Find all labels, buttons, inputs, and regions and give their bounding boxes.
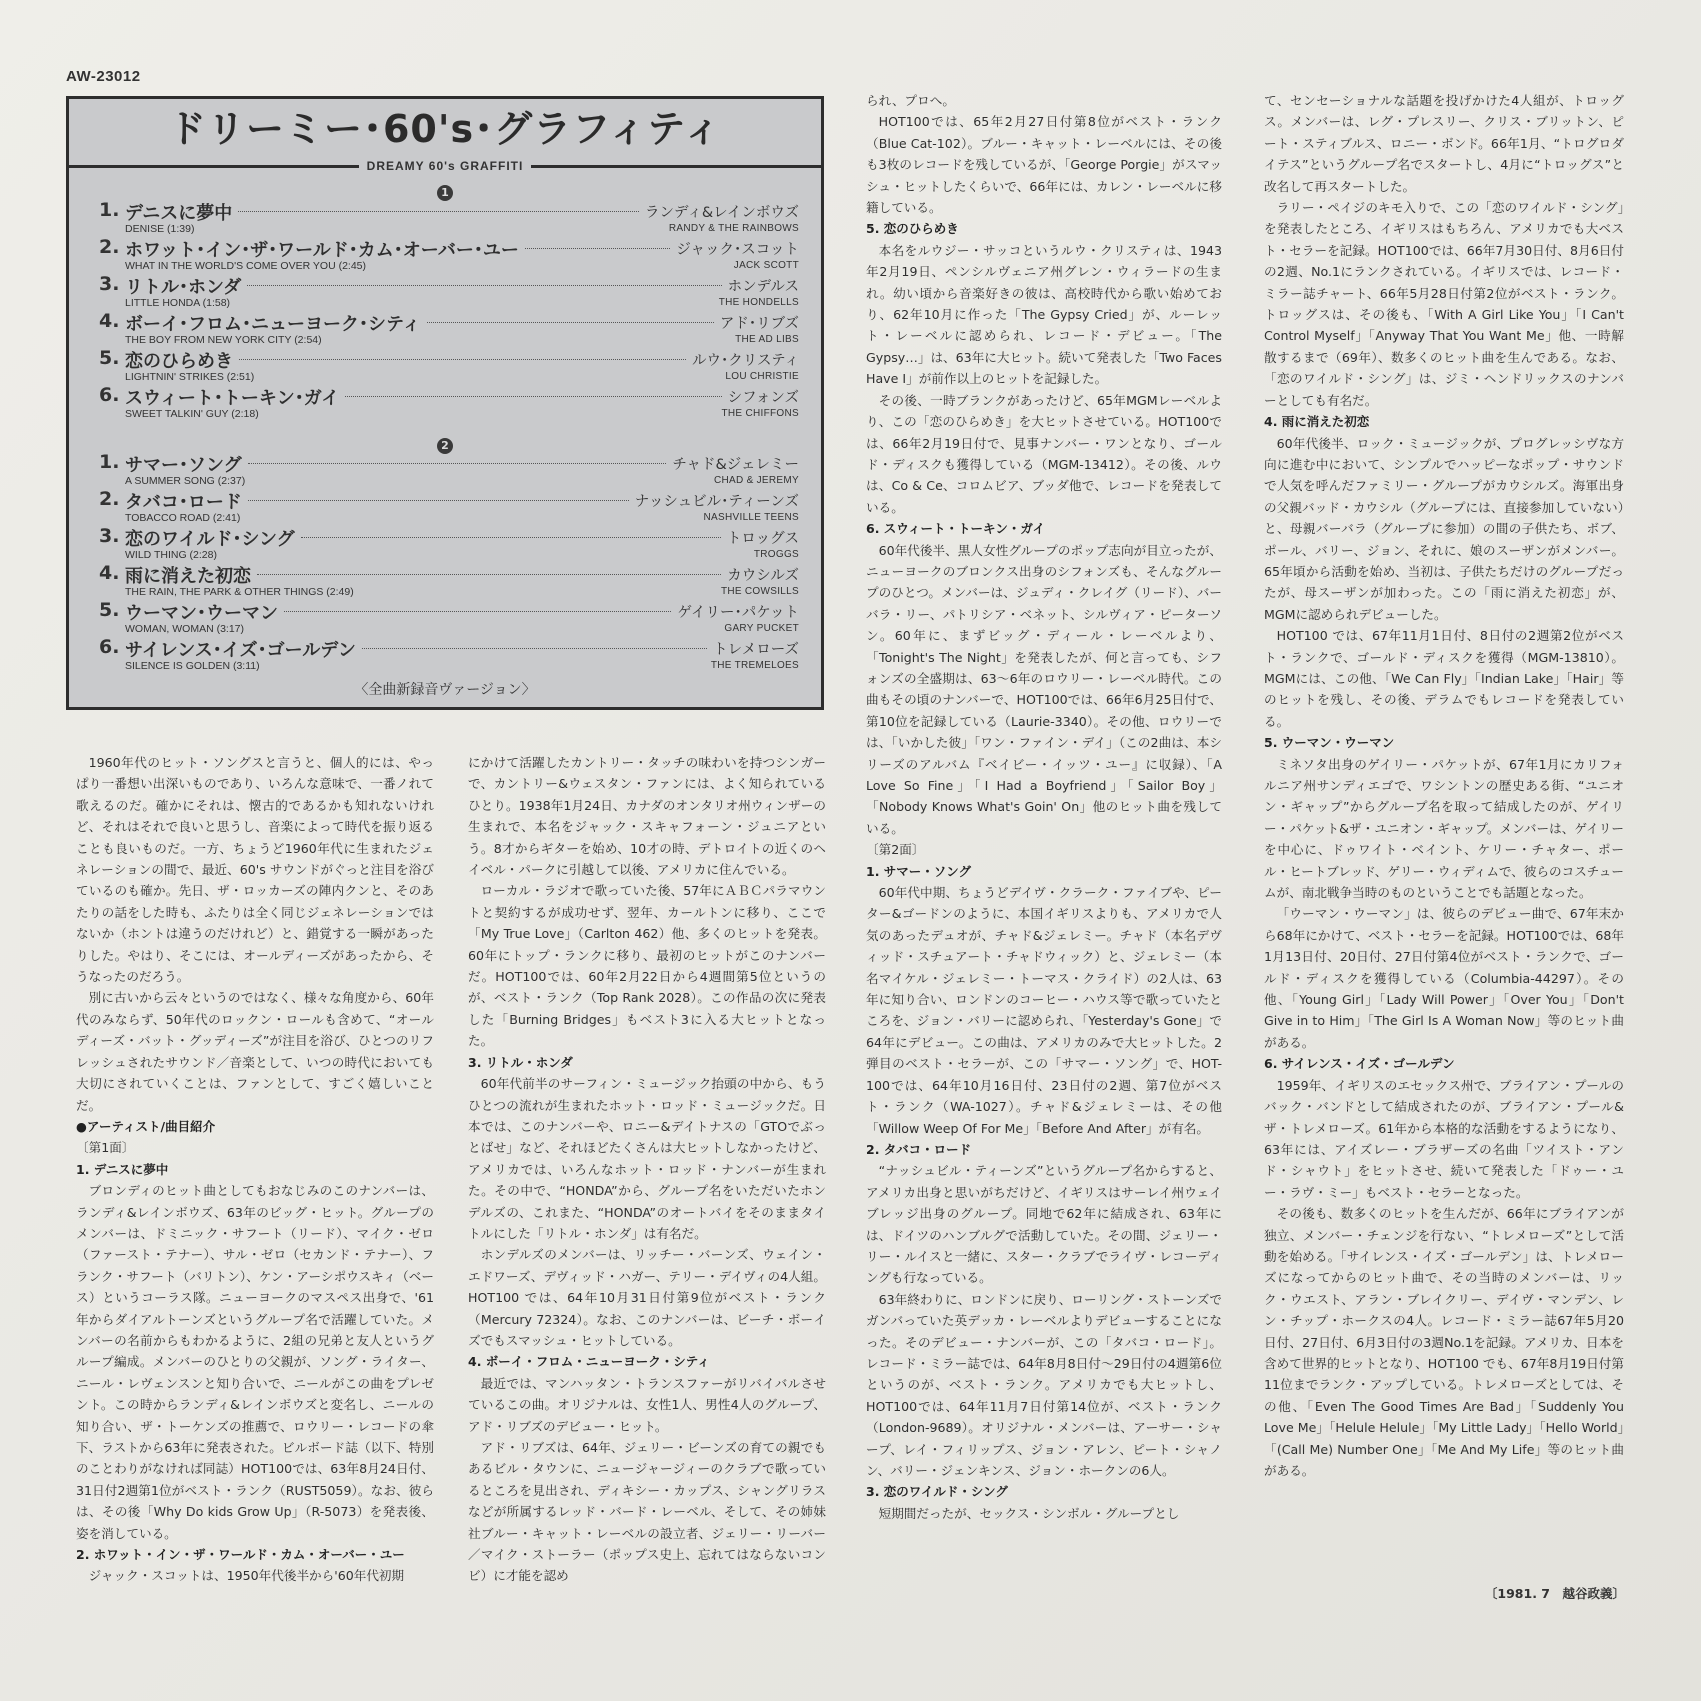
track-number: 4. <box>99 310 120 332</box>
track-note-heading: 2. タバコ・ロード <box>866 1141 972 1157</box>
track-artist: シフォンズ <box>727 390 799 406</box>
track-title: タバコ･ロード <box>125 492 242 513</box>
side-1-number: 1 <box>437 185 453 201</box>
note-paragraph: 1959年、イギリスのエセックス州で、ブライアン・プールのバック・バンドとして結成されたのが、ブライアン・プール&ザ・トレメローズ。61年から本格的な活動をするようになり、63年には、アイズレー・ブラザーズの名曲「ツイスト・アンド・シャウト」をヒットさせ、続いて発表した「ドゥー・ユー・ラヴ・ミー」もベスト・セラーとなった。 <box>1264 1077 1624 1200</box>
note-paragraph: ローカル・ラジオで歌っていた後、57年にＡＢＣパラマウントと契約するが成功せず、翌年、カールトンに移り、ここで「My True Love」（Carlton 462）他、多くのヒットを発表。60年にトップ・ランクに移り、最初のヒットがこのナンバーだ。HOT100では、60年2月22日から4週間第5位というのが、ベスト・ランク（Top Rank 2028）。この作品の次に発表した「Burning Bridges」もベスト3に入る大ヒットとなった。 <box>468 883 826 1049</box>
track-row <box>99 384 799 422</box>
track-note-heading: 2. ホワット・イン・ザ・ワールド・カム・オーバー・ユー <box>76 1547 405 1563</box>
note-paragraph: “ナッシュビル・ティーンズ”というグループ名からすると、アメリカ出身と思いがちだけど、イギリスはサーレイ州ウェイブレッジ出身のグループ。同地で62年に結成され、63年には、ドイツのハンブルグで活動していた。その間、ジェリー・リー・ルイスと一緒に、スター・クラブでライヴ・レコーディングも行なっている。 <box>866 1163 1222 1286</box>
track-row <box>99 562 799 600</box>
side-2-number: 2 <box>437 438 453 454</box>
track-note-heading: 5. 恋のひらめき <box>866 221 959 237</box>
subtitle-row <box>69 155 821 174</box>
note-paragraph: HOT100では、65年2月27日付第8位がベスト・ランク（Blue Cat-102）。ブルー・キャット・レーベルには、その後も3枚のレコードを残しているが、「George Porgie」がスマッシュ・ヒットしたくらいで、66年には、カレン・レーベルに移籍している。 <box>866 114 1222 216</box>
album-title-en: DREAMY 60's GRAFFITI <box>359 159 532 173</box>
tracklist-box <box>66 96 824 710</box>
track-row <box>99 636 799 674</box>
track-title: 恋のワイルド･シング <box>125 529 295 550</box>
leader-dots <box>248 500 629 501</box>
track-artist: ランディ&レインボウズ <box>645 205 799 221</box>
track-artist-en: TROGGS <box>753 549 799 560</box>
track-row <box>99 451 799 489</box>
leader-dots <box>238 211 639 212</box>
note-paragraph: 60年代中期、ちょうどデイヴ・クラーク・ファイブや、ピーター&ゴードンのように、本国イギリスよりも、アメリカで人気のあったデュオが、チャド&ジェレミー。チャド（本名デヴィッド・スチュアート・チャドウィック）と、ジェレミー（本名マイケル・ジェレミー・トーマス・クライド）の2人は、63年に知り合い、ロンドンのコーヒー・ハウス等で歌っていたところを、ジョン・バリーに認められ、「Yesterday's Gone」で64年にデビュー。この曲は、アメリカのみで大ヒットした。2弾目のベスト・セラーが、この「サマー・ソング」で、HOT-100では、64年10月16日付、23日付の2週、第7位がベスト・ランク（WA-1027）。チャド&ジェレミーは、その他「Willow Weep Of For Me」「Before And After」が有名。 <box>866 885 1222 1136</box>
track-title-en: A SUMMER SONG (2:37) <box>125 475 246 487</box>
track-title: デニスに夢中 <box>125 203 233 224</box>
track-artist: トロッグス <box>726 531 799 547</box>
side-heading: 〔第2面〕 <box>866 842 925 858</box>
track-note-heading: 3. リトル・ホンダ <box>468 1054 573 1070</box>
writer-credit: 〔1981. 7 越谷政義〕 <box>1484 1586 1625 1601</box>
side-1-marker <box>69 181 821 201</box>
track-row <box>99 310 799 348</box>
section-heading: ●アーティスト/曲目紹介 <box>76 1118 216 1134</box>
track-artist: トレメローズ <box>713 642 799 658</box>
track-number: 2. <box>99 488 120 510</box>
track-number: 1. <box>99 199 120 221</box>
leader-dots <box>345 396 722 397</box>
catalog-number: AW-23012 <box>66 68 141 85</box>
track-title: ウーマン･ウーマン <box>125 603 278 624</box>
notes-column-1 <box>76 752 434 1587</box>
track-artist-en: THE AD LIBS <box>735 334 799 345</box>
track-title-en: THE BOY FROM NEW YORK CITY (2:54) <box>125 334 322 346</box>
note-paragraph: られ、プロへ。 <box>866 93 955 108</box>
track-artist-en: RANDY & THE RAINBOWS <box>668 223 799 234</box>
track-row <box>99 599 799 637</box>
track-artist: チャド&ジェレミー <box>672 457 799 473</box>
track-title: ボーイ･フロム･ニューヨーク･シティ <box>125 314 421 335</box>
track-artist: カウシルズ <box>727 568 799 584</box>
track-title-en: TOBACCO ROAD (2:41) <box>125 512 241 524</box>
note-paragraph: 「ウーマン・ウーマン」は、彼らのデビュー曲で、67年末から68年にかけて、ベスト・セラーを記録。HOT100では、68年1月13日付、20日付、27日付第4位がベスト・ランクで、ゴールド・ディスクを獲得している（Columbia-44297）。その他、「Young Girl」「Lady Will Power」「Over You」「Don't Give in to Him」「The Girl Is A Woman Now」等のヒット曲がある。 <box>1264 906 1624 1050</box>
track-note-heading: 1. デニスに夢中 <box>76 1161 169 1177</box>
track-number: 3. <box>99 525 120 547</box>
note-paragraph: 最近では、マンハッタン・トランスファーがリバイバルさせているこの曲。オリジナルは、女性1人、男性4人のグループ、アド・リブズのデビュー・ヒット。 <box>468 1375 826 1434</box>
track-title: 恋のひらめき <box>125 351 233 372</box>
leader-dots <box>247 285 722 286</box>
note-paragraph: 60年代後半、ロック・ミュージックが、プログレッシヴな方向に進む中において、シンプルでハッピーなポップ・サウンドで人気を呼んだファミリー・グループがカウシルズ。海軍出身の父親バッド・カウシル（グループには、直接参加していない）と、母親バーバラ（グループに参加）の間の子供たち、ボブ、ポール、バリー、ジョン、それに、娘のスーザンがメンバー。65年頃から活動を始め、当初は、子供たちだけのグループだったが、母スーザンが加わった。この「雨に消えた初恋」が、MGMに認められデビューした。 <box>1264 435 1624 622</box>
track-title-en: THE RAIN, THE PARK & OTHER THINGS (2:49) <box>125 586 354 598</box>
note-paragraph: アド・リブズは、64年、ジェリー・ビーンズの育ての親でもあるビル・タウンに、ニュージャージィーのクラブで歌っているところを見出され、ディキシー・カップス、シャングリラスなどが所属するレッド・バード・レーベル、そして、その姉妹社ブルー・キャット・レーベルの設立者、ジェリー・リーバー／マイク・ストーラー（ポップス史上、忘れてはならないコンビ）に才能を認め <box>468 1440 826 1584</box>
track-title-en: WOMAN, WOMAN (3:17) <box>125 623 245 635</box>
track-row <box>99 236 799 274</box>
track-note-heading: 1. サマー・ソング <box>866 863 972 879</box>
track-number: 1. <box>99 451 120 473</box>
track-title-en: LIGHTNIN' STRIKES (2:51) <box>125 371 255 383</box>
track-title-en: SWEET TALKIN' GUY (2:18) <box>125 408 259 420</box>
note-paragraph: 60年代後半、黒人女性グループのポップ志向が目立ったが、ニューヨークのブロンクス出身のシフォンズも、そんなグループのひとつ。メンバーは、ジュディ・クレイグ（リード）、バーバラ・リー、パトリシア・ベネット、シルヴィア・ピーターソン。60年に、まずビッグ・ディール・レーベルより、「Tonight's The Night」を発表したが、何と言っても、シフォンズの全盛期は、63〜6年のロウリー・レーベル時代。この曲もその頃のナンバーで、HOT100では、66年6月25日付で、第10位を記録している（Laurie-3340）。その他、ロウリーでは、「いかした彼」「ワン・ファイン・デイ」（この2曲は、本シリーズのアルバム『ベイビー・イッツ・ユー』に収録）、「A Love So Fine」「I Had a Boyfriend」「Sailor Boy」「Nobody Knows What's Goin' On」他のヒット曲を残している。 <box>866 542 1222 836</box>
track-artist-en: LOU CHRISTIE <box>725 371 799 382</box>
track-artist: ジャック･スコット <box>676 242 799 258</box>
track-title: 雨に消えた初恋 <box>125 566 251 587</box>
track-title: サイレンス･イズ･ゴールデン <box>125 640 356 661</box>
note-paragraph: ラリー・ペイジのキモ入りで、この「恋のワイルド・シング」を発表したところ、イギリスはもちろん、アメリカでも大ベスト・セラーを記録。HOT100では、66年7月30日付、8月6日付の2週、No.1にランクされている。イギリスでは、レコード・ミラー誌チャート、66年5月28日付第2位がベスト・ランク。トロッグスは、その後も、「With A Girl Like You」「I Can't Control Myself」「Anyway That You Want Me」他、一時解散するまで（69年）、数多くのヒット曲を生んである。なお、「恋のワイルド・シング」は、ジミ・ヘンドリックスのナンバーとしても有名だ。 <box>1264 200 1624 408</box>
track-artist-en: THE CHIFFONS <box>721 408 799 419</box>
track-number: 6. <box>99 384 120 406</box>
notes-column-3 <box>866 90 1222 1524</box>
note-paragraph: HOT100 では、67年11月1日付、8日付の2週第2位がベスト・ランクで、ゴールド・ディスクを獲得（MGM-13810）。MGMには、この他、「We Can Fly」「Indian Lake」「Hair」等のヒットを残し、その後、デラムでもレコードを発表している。 <box>1264 628 1624 729</box>
leader-dots <box>257 574 721 575</box>
track-row <box>99 199 799 237</box>
note-paragraph: 本名をルウジー・サッコというルウ・クリスティは、1943年2月19日、ペンシルヴェニア州グレン・ウィラードの生まれ。幼い頃から音楽好きの彼は、高校時代から歌い始めており、62年10月に作った「The Gypsy Cried」が、ルーレット・レーベルに認められ、レコード・デビュー。「The Gypsy…」は、63年に大ヒット。続いて発表した「Two Faces Have I」が前作以上のヒットを記録した。 <box>866 242 1222 387</box>
track-row <box>99 347 799 385</box>
leader-dots <box>427 322 714 323</box>
leader-dots <box>525 248 670 249</box>
track-row <box>99 273 799 311</box>
track-artist: ゲイリー･パケット <box>677 605 799 621</box>
track-note-heading: 5. ウーマン・ウーマン <box>1264 735 1395 751</box>
track-title: スウィート･トーキン･ガイ <box>125 388 340 409</box>
track-note-heading: 4. ボーイ・フロム・ニューヨーク・シティ <box>468 1354 710 1370</box>
track-number: 3. <box>99 273 120 295</box>
track-artist-en: THE HONDELLS <box>718 297 799 308</box>
notes-column-2 <box>468 752 826 1587</box>
track-number: 5. <box>99 599 120 621</box>
intro-paragraph: 別に古いから云々というのではなく、様々な角度から、60年代のみならず、50年代のロックン・ロールも含めて、“オールディーズ・バット・グッディーズ”が注目を浴び、ひとつのリフレッシュされたサウンド／音楽として、いつの時代においても大切にされていくことは、ファンとして、すごく嬉しいことだ。 <box>76 990 434 1113</box>
leader-dots <box>362 648 707 649</box>
track-artist: ルウ･クリスティ <box>691 353 799 369</box>
leader-dots <box>239 359 686 360</box>
track-artist-en: GARY PUCKET <box>724 623 799 634</box>
track-number: 4. <box>99 562 120 584</box>
note-paragraph: ホンデルズのメンバーは、リッチー・バーンズ、ウェイン・エドワーズ、デヴィッド・ハガー、テリー・デイヴィの4人組。HOT100 では、64年10月31日付第9位がベスト・ランク（Mercury 72324）。なお、このナンバーは、ビーチ・ボーイズでもスマッシュ・ヒットしている。 <box>468 1247 826 1348</box>
track-title: ホワット･イン･ザ･ワールド･カム･オーバー･ユー <box>125 240 519 261</box>
track-artist: ナッシュビル･ティーンズ <box>634 494 799 510</box>
track-note-body: ジャック・スコットは、1950年代後半から'60年代初期 <box>88 1568 405 1584</box>
track-note-heading: 3. 恋のワイルド・シング <box>866 1484 1008 1500</box>
track-note-heading: 6. サイレンス・イズ・ゴールデン <box>1264 1056 1455 1072</box>
track-note-body: ブロンディのヒット曲としてもおなじみのこのナンバーは、ランディ&レインボウズ、63年のビッグ・ヒット。グループのメンバーは、ドミニック・サフート（リード）、マイク・ゼロ（ファースト・テナー）、サル・ゼロ（セカンド・テナー）、フランク・サフート（バリトン）、ケン・アーシポウスキィ（ベース）というコーラス隊。ニューヨークのマスペス出身で、'61年からダイアルトーンズというグループ名で活躍していた。メンバーの名前からもわかるように、2組の兄弟と友人というグループ編成。メンバーのひとりの父親が、ソング・ライター、ニール・レヴェンスンと知り合いで、ニールがこの曲をプレゼント。この時からランディ&レインボウズと変名し、ニールの知り合い、ザ・トーケンズの推薦で、ロウリー・レコードの傘下、ラストから63年に発表された。ビルボード誌（以下、特別のことわりがなければ同誌）HOT100では、63年8月24日付、31日付2週第1位がベスト・ランク（RUST5059）。なお、彼らは、その後「Why Do kids Grow Up」（R-5073）を発表後、姿を消している。 <box>76 1183 434 1541</box>
note-paragraph: にかけて活躍したカントリー・タッチの味わいを持つシンガーで、カントリー&ウェスタン・ファンには、よく知られているひとり。1938年1月24日、カナダのオンタリオ州ウィンザーの生まれで、本名をジャック・スキャフォーン・ジュニアという。8才からギターを始め、10才の時、デトロイトの近くのヘイベル・パークに引越して以後、アメリカに住んでいる。 <box>468 755 826 878</box>
leader-dots <box>284 611 671 612</box>
track-title: サマー･ソング <box>125 455 242 476</box>
note-paragraph: その後も、数多くのヒットを生んだが、66年にブライアンが独立、メンバー・チェンジを行ない、“トレメローズ”として活動を始める。「サイレンス・イズ・ゴールデン」は、トレメローズになってからのヒット曲で、その当時のメンバーは、リック・ウエスト、アラン・ブレイクリー、デイヴ・マンデン、レン・チップ・ホークスの4人。レコード・ミラー誌67年5月20日付、27日付、6月3日付の3週No.1を記録。アメリカ、日本を含めて世界的ヒットとなり、HOT100 でも、67年8月19日付第11位までランク・アップしている。トレメローズとしては、その他、「Even The Good Times Are Bad」「Suddenly You Love Me」「Helule Helule」「My Little Lady」「Hello World」「(Call Me) Number One」「Me And My Life」等のヒット曲がある。 <box>1264 1206 1624 1478</box>
track-artist: ホンデルス <box>727 279 799 295</box>
track-title-en: WILD THING (2:28) <box>125 549 217 561</box>
track-artist-en: NASHVILLE TEENS <box>703 512 799 523</box>
track-title: リトル･ホンダ <box>125 277 242 298</box>
track-artist-en: CHAD & JEREMY <box>713 475 799 486</box>
note-paragraph: 60年代前半のサーフィン・ミュージック抬頭の中から、もうひとつの流れが生まれたホット・ロッド・ミュージックだ。日本では、このナンバーや、ロニー&デイトナスの「GTOでぶっとばせ」など、それほどたくさんは大ヒットしなかったけど、アメリカでは、いろんなホット・ロッド・ナンバーが生まれた。その中で、“HONDA”から、グループ名をいただいたホンデルズの、これまた、“HONDA”のオートバイをそのままタイトルにした「リトル・ホンダ」は有名だ。 <box>468 1076 826 1241</box>
track-artist: アド･リブズ <box>719 316 799 332</box>
note-paragraph: 短期間だったが、セックス・シンボル・グループとし <box>878 1505 1180 1521</box>
track-note-heading: 4. 雨に消えた初恋 <box>1264 414 1370 430</box>
track-title-en: SILENCE IS GOLDEN (3:11) <box>125 660 260 672</box>
version-note: 〈全曲新録音ヴァージョン〉 <box>354 682 536 698</box>
track-artist-en: THE TREMELOES <box>710 660 799 671</box>
intro-paragraph: 1960年代のヒット・ソングスと言うと、個人的には、やっぱり一番想い出深いものであり、いろんな意味で、一番ノれて歌えるのだ。確かにそれは、懐古的であるかも知れないけれど、それはそれで良いと思うし、音楽によって時代を振り返ることも良いものだ。一方、ちょうど1960年代に生まれたジェネレーションの間で、最近、60's サウンドがぐっと注目を浴びているのも確か。先日、ザ・ロッカーズの陣内クンと、そのあたりの話をした時も、ふたりは全く同じジェネレーションではないか（ホントは違うのだけれど）と、錯覚する一瞬があったりした。やはり、そこには、オールディーズがあったから、そうなったのだろう。 <box>76 755 434 985</box>
track-row <box>99 525 799 563</box>
track-title-en: DENISE (1:39) <box>125 223 195 235</box>
side-heading: 〔第1面〕 <box>76 1140 135 1156</box>
album-title-jp: ドリーミー･60's･グラフィティ <box>167 107 723 151</box>
track-number: 5. <box>99 347 120 369</box>
track-title-en: LITTLE HONDA (1:58) <box>125 297 231 309</box>
track-number: 6. <box>99 636 120 658</box>
track-number: 2. <box>99 236 120 258</box>
leader-dots <box>301 537 721 538</box>
track-title-en: WHAT IN THE WORLD'S COME OVER YOU (2:45) <box>125 260 367 272</box>
note-paragraph: ミネソタ出身のゲイリー・パケットが、67年1月にカリフォルニア州サンディエゴで、ワシントンの歴史ある街、“ユニオン・ギャップ”からグループ名を取って結成したのが、ゲイリー・パケット&ザ・ユニオン・ギャップ。メンバーは、ゲイリーを中心に、ドゥワイト・ベイント、ケリー・チャター、ポール・ヒートブレッド、ゲリー・ウィディムで、彼らのコスチュームが、南北戦争当時のものということでも話題となった。 <box>1264 756 1624 901</box>
track-note-heading: 6. スウィート・トーキン・ガイ <box>866 521 1046 537</box>
note-paragraph: て、センセーショナルな話題を投げかけた4人組が、トロッグス。メンバーは、レグ・プレスリー、クリス・ブリットン、ピート・スティブルス、ロニー・ボンド。66年1月、“トログロダイテス”というグループ名でスタートし、4月に“トロッグス”と改名して再スタートした。 <box>1264 93 1624 194</box>
track-artist-en: JACK SCOTT <box>733 260 799 271</box>
note-paragraph: 63年終わりに、ロンドンに戻り、ローリング・ストーンズでガンバっていた英デッカ・レーベルよりデビューすることになった。そのデビュー・ナンバーが、この「タバコ・ロード」。レコード・ミラー誌では、64年8月8日付〜29日付の4週第6位というのが、ベスト・ランク。アメリカでも大ヒットし、HOT100では、64年11月7日付第14位が、ベスト・ランク（London-9689）。オリジナル・メンバーは、アーサー・シャープ、レイ・フィリップス、ジョン・アレン、ピート・シャノン、バリー・ジェンキンス、ジョン・ホークンの6人。 <box>866 1291 1222 1478</box>
leader-dots <box>248 463 666 464</box>
notes-column-4 <box>1264 90 1624 1481</box>
track-artist-en: THE COWSILLS <box>720 586 799 597</box>
note-paragraph: その後、一時ブランクがあったけど、65年MGMレーベルより、この「恋のひらめき」を大ヒットさせている。HOT100では、66年2月19日付で、見事ナンバー・ワンとなり、ゴールド・ディスクも獲得している（MGM-13412）。その後、ルウは、Co & Ce、コロムビア、ブッダ他で、レコードを発表している。 <box>866 392 1222 515</box>
track-row <box>99 488 799 526</box>
